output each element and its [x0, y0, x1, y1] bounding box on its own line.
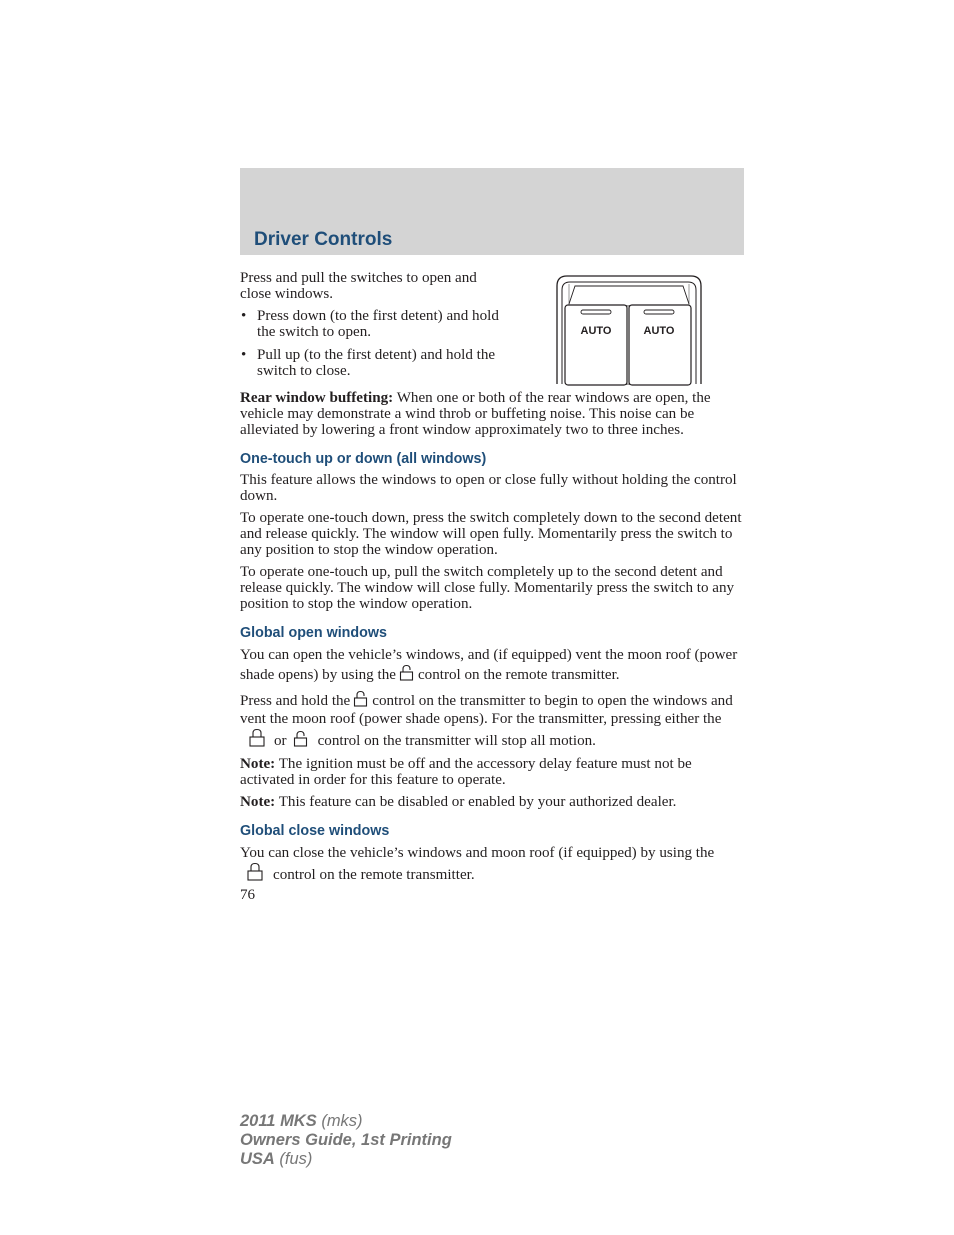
global-close-heading: Global close windows — [240, 823, 390, 839]
note-text: This feature can be disabled or enabled by your authorized dealer. — [275, 794, 677, 810]
global-close-paragraph — [240, 844, 744, 884]
note-text: The ignition must be off and the accessory delay feature must not be activated in order for this feature to operate. — [240, 756, 692, 788]
footer-model: 2011 MKS — [240, 1112, 317, 1130]
left-switch-label: AUTO — [580, 325, 612, 337]
bullet-icon: • — [241, 308, 247, 324]
one-touch-paragraph: This feature allows the windows to open or close fully without holding the control down. — [240, 472, 737, 504]
window-switch-illustration — [555, 274, 703, 386]
lock-icon — [247, 728, 267, 747]
unlock-icon — [353, 690, 369, 707]
footer-region-code: (fus) — [274, 1150, 313, 1168]
note-label: Note: — [240, 794, 276, 810]
intro-paragraph: Press and pull the switches to open and close windows. — [240, 270, 477, 302]
page-number: 76 — [240, 887, 256, 903]
section-title: Driver Controls — [254, 229, 393, 250]
global-open-text: control on the remote transmitter. — [417, 667, 620, 683]
footer-region: USA — [240, 1150, 275, 1168]
right-window-switch — [629, 305, 691, 385]
footer-model-code: (mks) — [316, 1112, 363, 1130]
global-open-hold-text: Press and hold the — [240, 693, 351, 709]
document-footer — [240, 1112, 452, 1169]
global-open-hold-text: control on the transmitter will stop all motion. — [317, 733, 596, 749]
global-open-paragraph — [240, 646, 744, 684]
footer-line-region — [240, 1150, 452, 1169]
global-open-hold-paragraph — [240, 690, 744, 750]
one-touch-down-paragraph: To operate one-touch down, press the switch completely down to the second detent and release quickly. The window will open fully. Momentarily press the switch to any position to stop the window operation. — [240, 510, 742, 558]
lock-icon — [245, 862, 265, 881]
global-open-heading: Global open windows — [240, 625, 387, 641]
section-header-band — [240, 168, 744, 255]
note-label: Note: — [240, 756, 276, 772]
global-close-text: You can close the vehicle’s windows and moon roof (if equipped) by using the — [240, 845, 715, 861]
one-touch-up-paragraph: To operate one-touch up, pull the switch completely up to the second detent and release quickly. The window will close fully. Momentarily press the switch to any position to stop the window operation. — [240, 564, 735, 612]
one-touch-heading: One-touch up or down (all windows) — [240, 451, 487, 467]
unlock-icon — [399, 664, 415, 681]
page-content — [240, 268, 744, 903]
rear-buffeting-paragraph — [240, 390, 744, 438]
rear-buffeting-label: Rear window buffeting: — [240, 390, 394, 406]
intro-block — [240, 268, 744, 390]
intro-bullet-item — [240, 308, 500, 340]
bullet-icon: • — [241, 347, 247, 363]
global-open-hold-text: control on the transmitter to begin to open the windows and vent the moon roof (power shade opens). For the transmitter, pressing either the — [240, 693, 733, 727]
note-ignition — [240, 756, 744, 788]
global-open-hold-text: or — [274, 733, 287, 749]
intro-text — [240, 270, 500, 386]
intro-bullet-text: Press down (to the first detent) and hold the switch to open. — [257, 308, 499, 340]
global-open-text: You can open the vehicle’s windows, and (if equipped) vent the moon roof (power shade opens) by using the — [240, 647, 738, 683]
left-window-switch — [565, 305, 627, 385]
intro-bullet-item — [240, 347, 500, 379]
footer-line-model — [240, 1112, 452, 1131]
rear-buffeting-text: When one or both of the rear windows are open, the vehicle may demonstrate a wind throb or buffeting noise. This noise can be alleviated by lowering a front window approximately two to three inches. — [240, 390, 711, 438]
global-close-text: control on the remote transmitter. — [273, 867, 475, 883]
intro-bullet-list — [240, 308, 500, 379]
note-dealer — [240, 794, 744, 810]
unlock-icon — [293, 730, 309, 747]
footer-line-guide: Owners Guide, 1st Printing — [240, 1131, 452, 1149]
intro-bullet-text: Pull up (to the first detent) and hold the switch to close. — [257, 347, 496, 379]
right-switch-label: AUTO — [643, 325, 675, 337]
